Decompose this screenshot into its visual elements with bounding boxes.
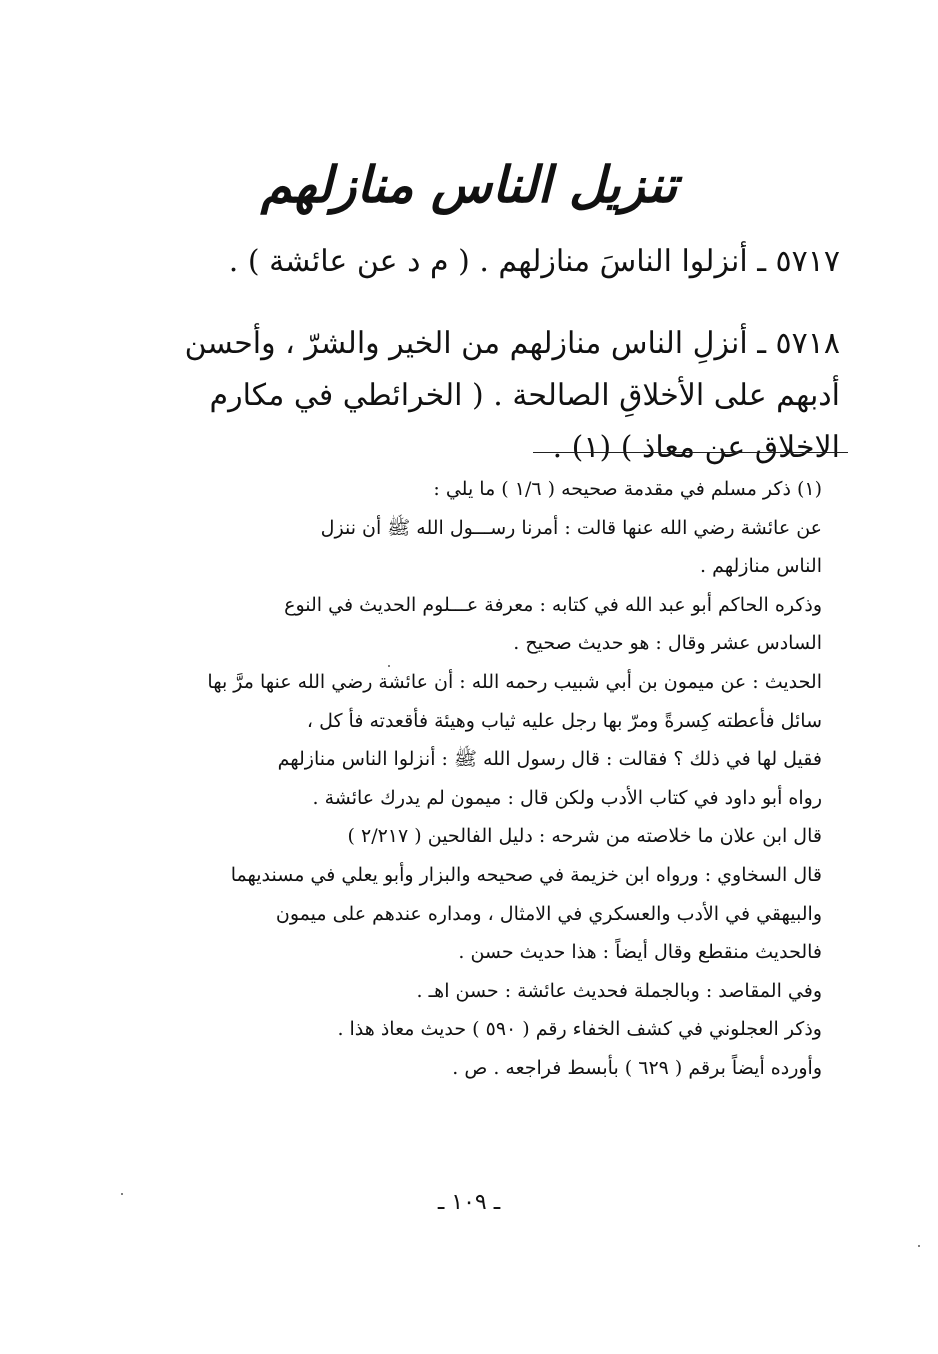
footnote-divider [533,452,848,453]
footnote-line: عن عائشة رضي الله عنها قالت : أمرنا رســـول الله ﷺ أن ننزل [320,516,822,539]
footnote-line: وأورده أيضاً برقم ( ٦٢٩ ) بأبسط فراجعه . ص . [452,1056,822,1079]
footnote-line: رواه أبو داود في كتاب الأدب ولكن قال : ميمون لم يدرك عائشة . [312,786,822,809]
scan-speck [388,665,390,667]
footnote-line: وذكر العجلوني في كشف الخفاء رقم ( ٥٩٠ ) حديث معاذ هذا . [337,1018,822,1041]
page-title: تنزيل الناس منازلهم [260,155,678,214]
scan-speck [121,1193,123,1195]
footnote-line: قال السخاوي : ورواه ابن خزيمة في صحيحه والبزار وأبو يعلي في مسنديهما [230,863,822,886]
footnote-line: سائل فأعطته كِسرةً ومرّ بها رجل عليه ثياب وهيئة فأقعدته فأ كل ، [306,709,822,732]
footnote-line: الحديث : عن ميمون بن أبي شبيب رحمه الله : أن عائشة رضي الله عنها مرَّ بها [207,670,822,693]
scan-speck [918,1245,920,1247]
footnote-line: وذكره الحاكم أبو عبد الله في كتابه : معرفة عـــلوم الحديث في النوع [284,593,822,616]
footnote-line: السادس عشر وقال : هو حديث صحيح . [513,632,822,655]
footnote-line: فالحديث منقطع وقال أيضاً : هذا حديث حسن . [458,941,822,964]
footnote-line: وفي المقاصد : وبالجملة فحديث عائشة : حسن اهـ . [416,979,822,1002]
hadith-5718: ٥٧١٨ ـ أنزلِ الناس منازلهم من الخير والشرّ ، وأحسن أدبهم على الأخلاقِ الصالحة . ( الخرائطي في مكارم الاخلاق عن معاذ ) (١) . [184,326,840,465]
footnote-line: والبيهقي في الأدب والعسكري في الامثال ، ومداره عندهم على ميمون [275,902,822,925]
hadith-5717: ٥٧١٧ ـ أنزلوا الناسَ منازلهم . ( م د عن عائشة ) . [228,244,840,279]
footnote-line: الناس منازلهم . [700,555,822,578]
footnote-block [156,470,822,1088]
footnote-line: (١) ذكر مسلم في مقدمة صحيحه ( ١/٦ ) ما يلي : [433,478,822,500]
footnote-line: فقيل لها في ذلك ؟ فقالت : قال رسول الله ﷺ : أنزلوا الناس منازلهم [277,748,822,771]
footnote-line: قال ابن علان ما خلاصته من شرحه : دليل الفالحين ( ٢/٢١٧ ) [347,825,822,848]
page-number: ـ ١٠٩ ـ [437,1190,501,1215]
